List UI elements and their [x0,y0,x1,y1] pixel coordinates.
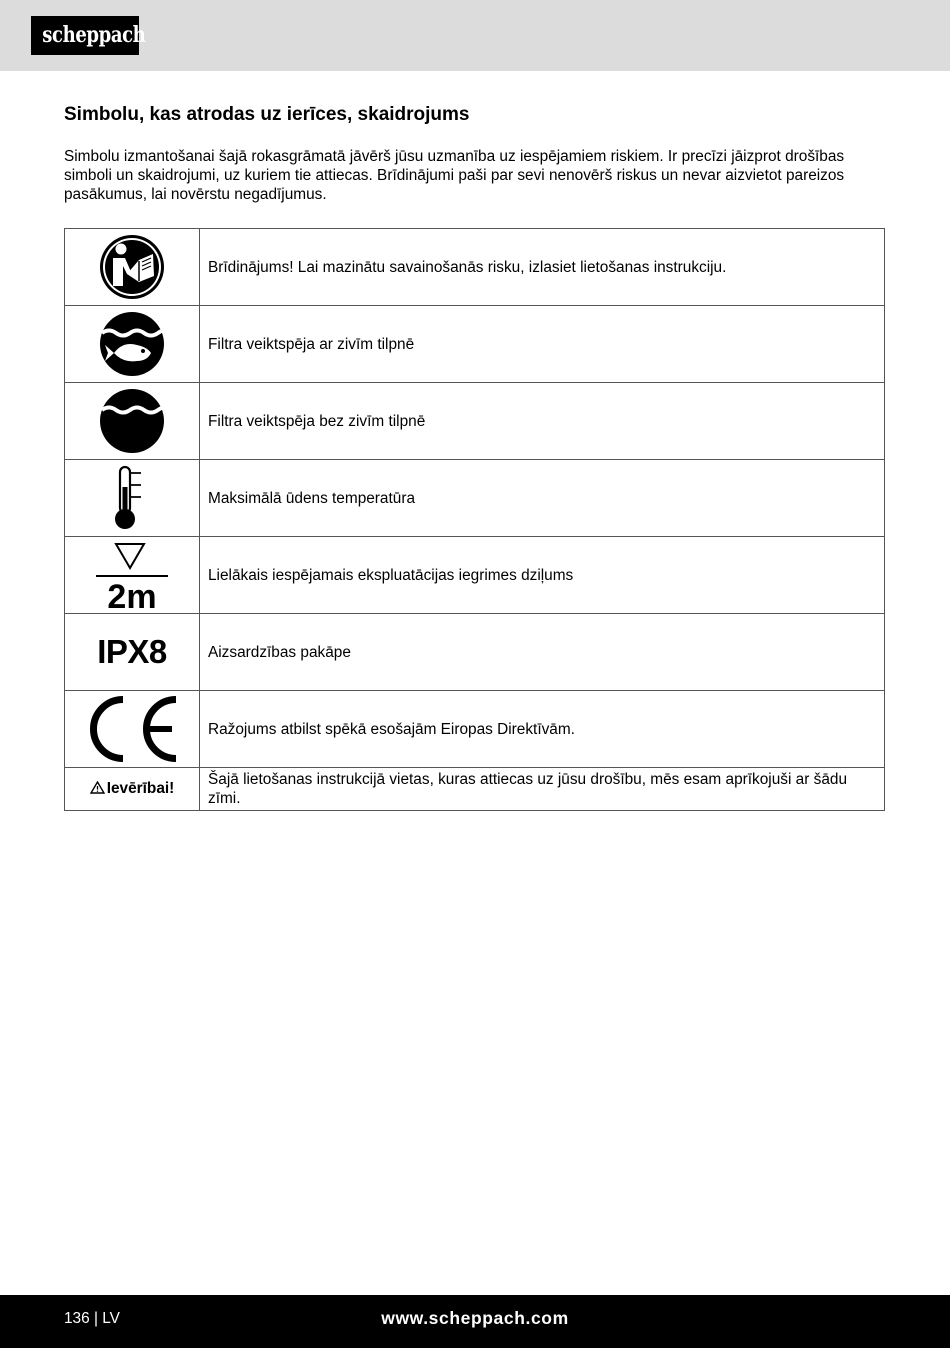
page-number: 136 | LV [64,1310,120,1327]
symbol-cell [65,229,200,306]
symbol-cell [65,768,200,811]
symbol-cell [65,691,200,768]
intro-paragraph: Simbolu izmantošanai šajā rokasgrāmatā jāvērš jūsu uzmanība uz iespējamiem riskiem. Ir precīzi jāizprot drošības simboli un skaidrojumi, uz kuriem tie attiecas. Brīdinājumi paši par sevi nenovērš riskus un nevar aizvietot pareizos pasākumus, lai novērstu negadījumus. [64,148,845,203]
warning-triangle-icon [90,781,105,794]
table-row [65,383,885,460]
read-manual-icon [99,234,165,300]
symbols-table [64,228,885,811]
symbol-cell [65,383,200,460]
symbol-cell [65,537,200,614]
ipx8-label: IPX8 [97,633,167,670]
thermometer-icon [112,465,152,531]
fish-in-pond-icon [99,311,165,377]
symbol-description: Ražojums atbilst spēkā esošajām Eiropas Direktīvām. [200,691,885,768]
symbol-description: Lielākais iespējamais ekspluatācijas iegrimes dziļums [200,537,885,614]
header-bar [0,0,950,71]
attention-label: Ievērībai! [106,780,175,797]
immersion-depth-icon [92,540,172,610]
table-row [65,614,885,691]
ce-mark-icon [84,696,180,762]
symbol-description: Aizsardzības pakāpe [200,614,885,691]
footer-bar [0,1295,950,1348]
symbol-description: Brīdinājums! Lai mazinātu savainošanās risku, izlasiet lietošanas instrukciju. [200,229,885,306]
page-title: Simbolu, kas atrodas uz ierīces, skaidrojums [64,104,470,125]
table-row [65,229,885,306]
table-row [65,306,885,383]
table-row [65,537,885,614]
scheppach-logo: scheppach [31,16,139,55]
table-row [65,691,885,768]
depth-label: 2m [107,578,157,610]
symbol-description: Filtra veiktspēja bez zivīm tilpnē [200,383,885,460]
symbol-cell [65,614,200,691]
website-link[interactable]: www.scheppach.com [381,1308,569,1328]
symbol-cell [65,306,200,383]
symbol-description: Filtra veiktspēja ar zivīm tilpnē [200,306,885,383]
symbol-description: Šajā lietošanas instrukcijā vietas, kuras attiecas uz jūsu drošību, mēs esam aprīkojuši ar šādu zīmi. [200,768,885,811]
table-row [65,460,885,537]
pond-without-fish-icon [99,388,165,454]
symbol-description: Maksimālā ūdens temperatūra [200,460,885,537]
symbol-cell [65,460,200,537]
table-row [65,768,885,811]
